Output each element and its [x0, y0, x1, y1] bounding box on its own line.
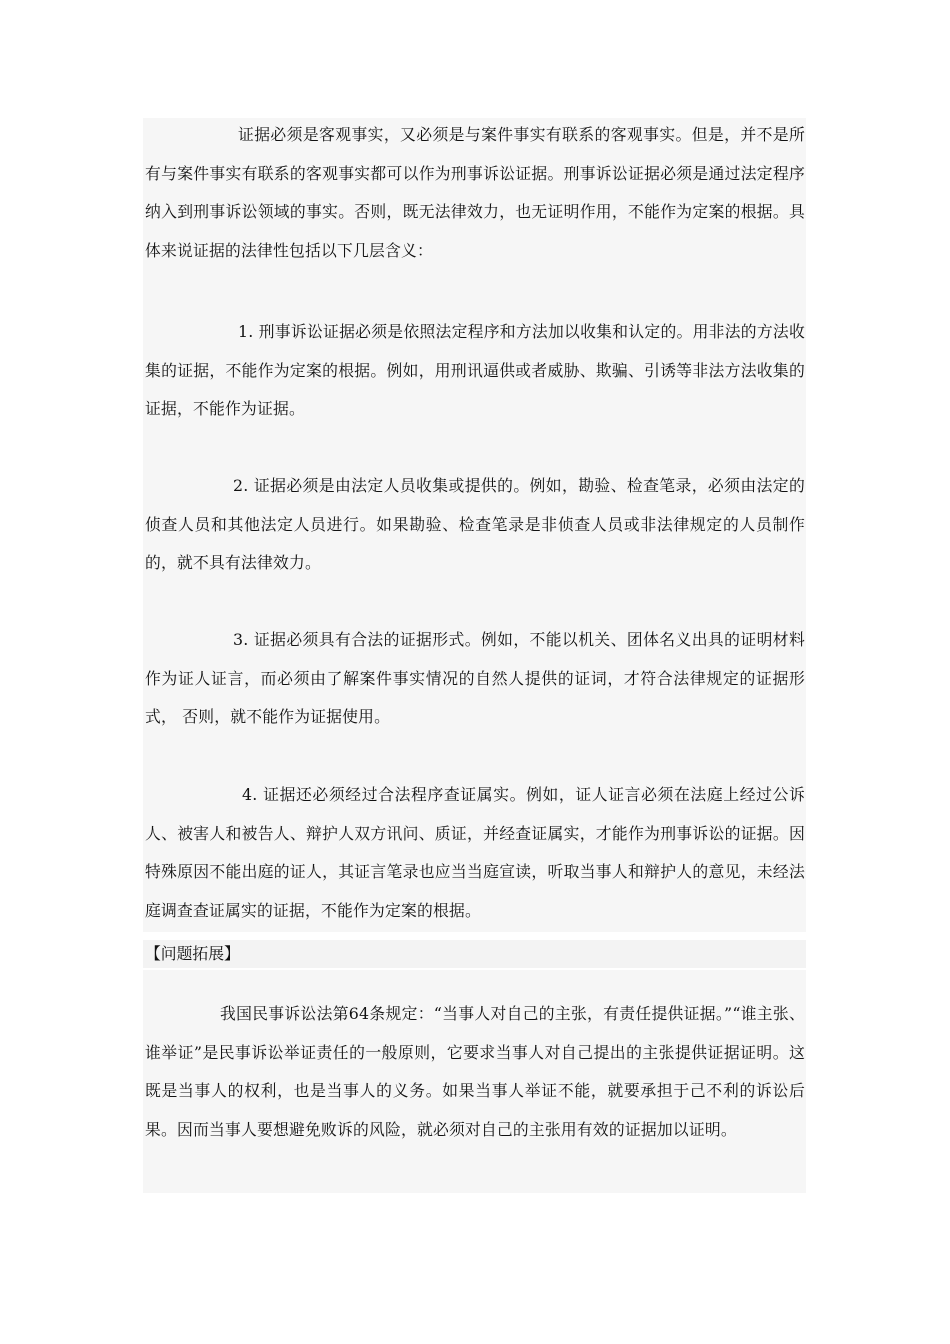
extension-heading: 【问题拓展】	[145, 944, 240, 963]
extension-paragraph: 我国民事诉讼法第64条规定：“当事人对自己的主张，有责任提供证据。”“谁主张、谁举证”是民事诉讼举证责任的一般原则，它要求当事人对自己提出的主张提供证据证明。这既是当事人的权利，也是当事人的义务。如果当事人举证不能，就要承担于己不利的诉讼后果。因而当事人要想避免败诉的风险，就必须对自己的主张用有效的证据加以证明。	[145, 1004, 805, 1139]
intro-paragraph: 证据必须是客观事实，又必须是与案件事实有联系的客观事实。但是，并不是所有与案件事实有联系的客观事实都可以作为刑事诉讼证据。刑事诉讼证据必须是通过法定程序纳入到刑事诉讼领域的事实。否则，既无法律效力，也无证明作用，不能作为定案的根据。具体来说证据的法律性包括以下几层含义：	[145, 125, 805, 260]
point-4-paragraph: 4. 证据还必须经过合法程序查证属实。例如，证人证言必须在法庭上经过公诉人、被害人和被告人、辩护人双方讯问、质证，并经查证属实，才能作为刑事诉讼的证据。因特殊原因不能出庭的证人，其证言笔录也应当当庭宣读，听取当事人和辩护人的意见，未经法庭调查查证属实的证据，不能作为定案的根据。	[145, 785, 805, 920]
point-2-paragraph: 2. 证据必须是由法定人员收集或提供的。例如，勘验、检查笔录，必须由法定的侦查人员和其他法定人员进行。如果勘验、检查笔录是非侦查人员或非法律规定的人员制作的，就不具有法律效力。	[145, 476, 805, 572]
point-3-paragraph: 3. 证据必须具有合法的证据形式。例如，不能以机关、团体名义出具的证明材料作为证人证言，而必须由了解案件事实情况的自然人提供的证词，才符合法律规定的证据形式， 否则，就不能作为证据使用。	[145, 630, 805, 726]
heading-background	[143, 940, 806, 968]
point-1-paragraph: 1. 刑事诉讼证据必须是依照法定程序和方法加以收集和认定的。用非法的方法收集的证据，不能作为定案的根据。例如，用刑讯逼供或者威胁、欺骗、引诱等非法方法收集的证据，不能作为证据。	[145, 322, 805, 418]
